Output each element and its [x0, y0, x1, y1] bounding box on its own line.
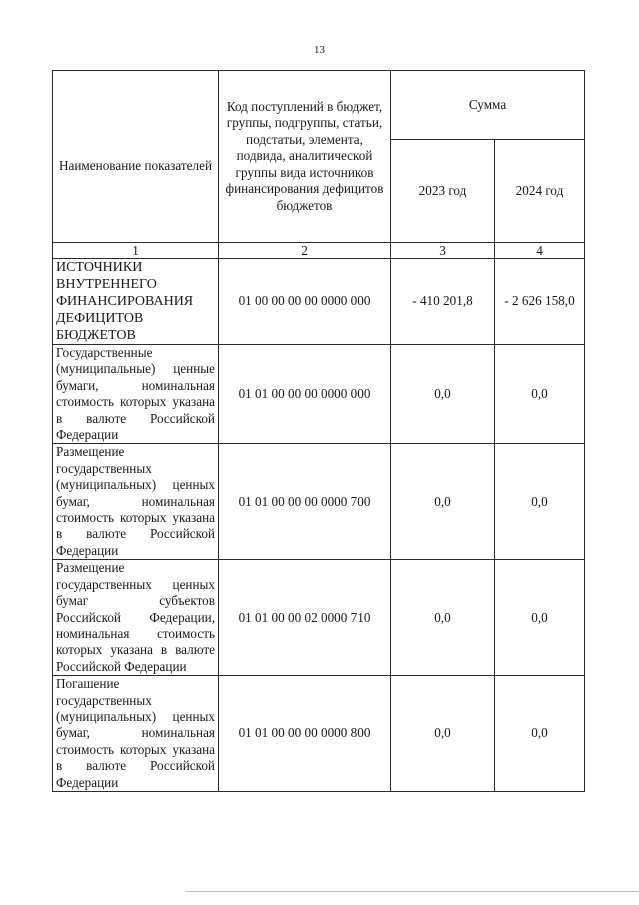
table-row — [53, 676, 585, 792]
header-budget-code: Код поступлений в бюджет, группы, подгруппы, статьи, подстатьи, элемента, подвида, аналитической группы вида источников финансирования дефицитов бюджетов — [219, 71, 391, 243]
row-name: Размещение государственных ценных бумаг субъектов Российской Федерации, номинальная стоимость которых указана в валюте Российской Федерации — [53, 560, 219, 676]
row-code: 01 01 00 00 00 0000 700 — [219, 444, 391, 560]
row-code: 01 00 00 00 00 0000 000 — [219, 259, 391, 345]
row-code: 01 01 00 00 02 0000 710 — [219, 560, 391, 676]
row-value-2024: - 2 626 158,0 — [495, 259, 585, 345]
financing-sources-table — [52, 70, 585, 792]
bottom-divider — [186, 891, 639, 892]
row-value-2023: - 410 201,8 — [391, 259, 495, 345]
page-number: 13 — [314, 44, 325, 56]
row-value-2024: 0,0 — [495, 345, 585, 444]
column-number-4: 4 — [495, 243, 585, 259]
row-name: Погашение государственных (муниципальных) ценных бумаг, номинальная стоимость которых указана в валюте Российской Федерации — [53, 676, 219, 792]
row-value-2023: 0,0 — [391, 560, 495, 676]
header-year-2023: 2023 год — [391, 140, 495, 243]
row-value-2024: 0,0 — [495, 676, 585, 792]
table-row — [53, 259, 585, 345]
column-number-3: 3 — [391, 243, 495, 259]
row-value-2024: 0,0 — [495, 444, 585, 560]
row-code: 01 01 00 00 00 0000 800 — [219, 676, 391, 792]
row-code: 01 01 00 00 00 0000 000 — [219, 345, 391, 444]
header-year-2024: 2024 год — [495, 140, 585, 243]
column-number-2: 2 — [219, 243, 391, 259]
row-name: Государственные (муниципальные) ценные бумаги, номинальная стоимость которых указана в валюте Российской Федерации — [53, 345, 219, 444]
row-value-2023: 0,0 — [391, 345, 495, 444]
header-sum: Сумма — [391, 71, 585, 140]
table-row — [53, 345, 585, 444]
row-value-2023: 0,0 — [391, 676, 495, 792]
table-row — [53, 560, 585, 676]
table-row — [53, 444, 585, 560]
row-name: ИСТОЧНИКИ ВНУТРЕННЕГО ФИНАНСИРОВАНИЯ ДЕФИЦИТОВ БЮДЖЕТОВ — [53, 259, 219, 345]
row-value-2024: 0,0 — [495, 560, 585, 676]
column-number-1: 1 — [53, 243, 219, 259]
header-indicator-name: Наименование показателей — [53, 71, 219, 243]
row-value-2023: 0,0 — [391, 444, 495, 560]
row-name: Размещение государственных (муниципальных) ценных бумаг, номинальная стоимость которых указана в валюте Российской Федерации — [53, 444, 219, 560]
